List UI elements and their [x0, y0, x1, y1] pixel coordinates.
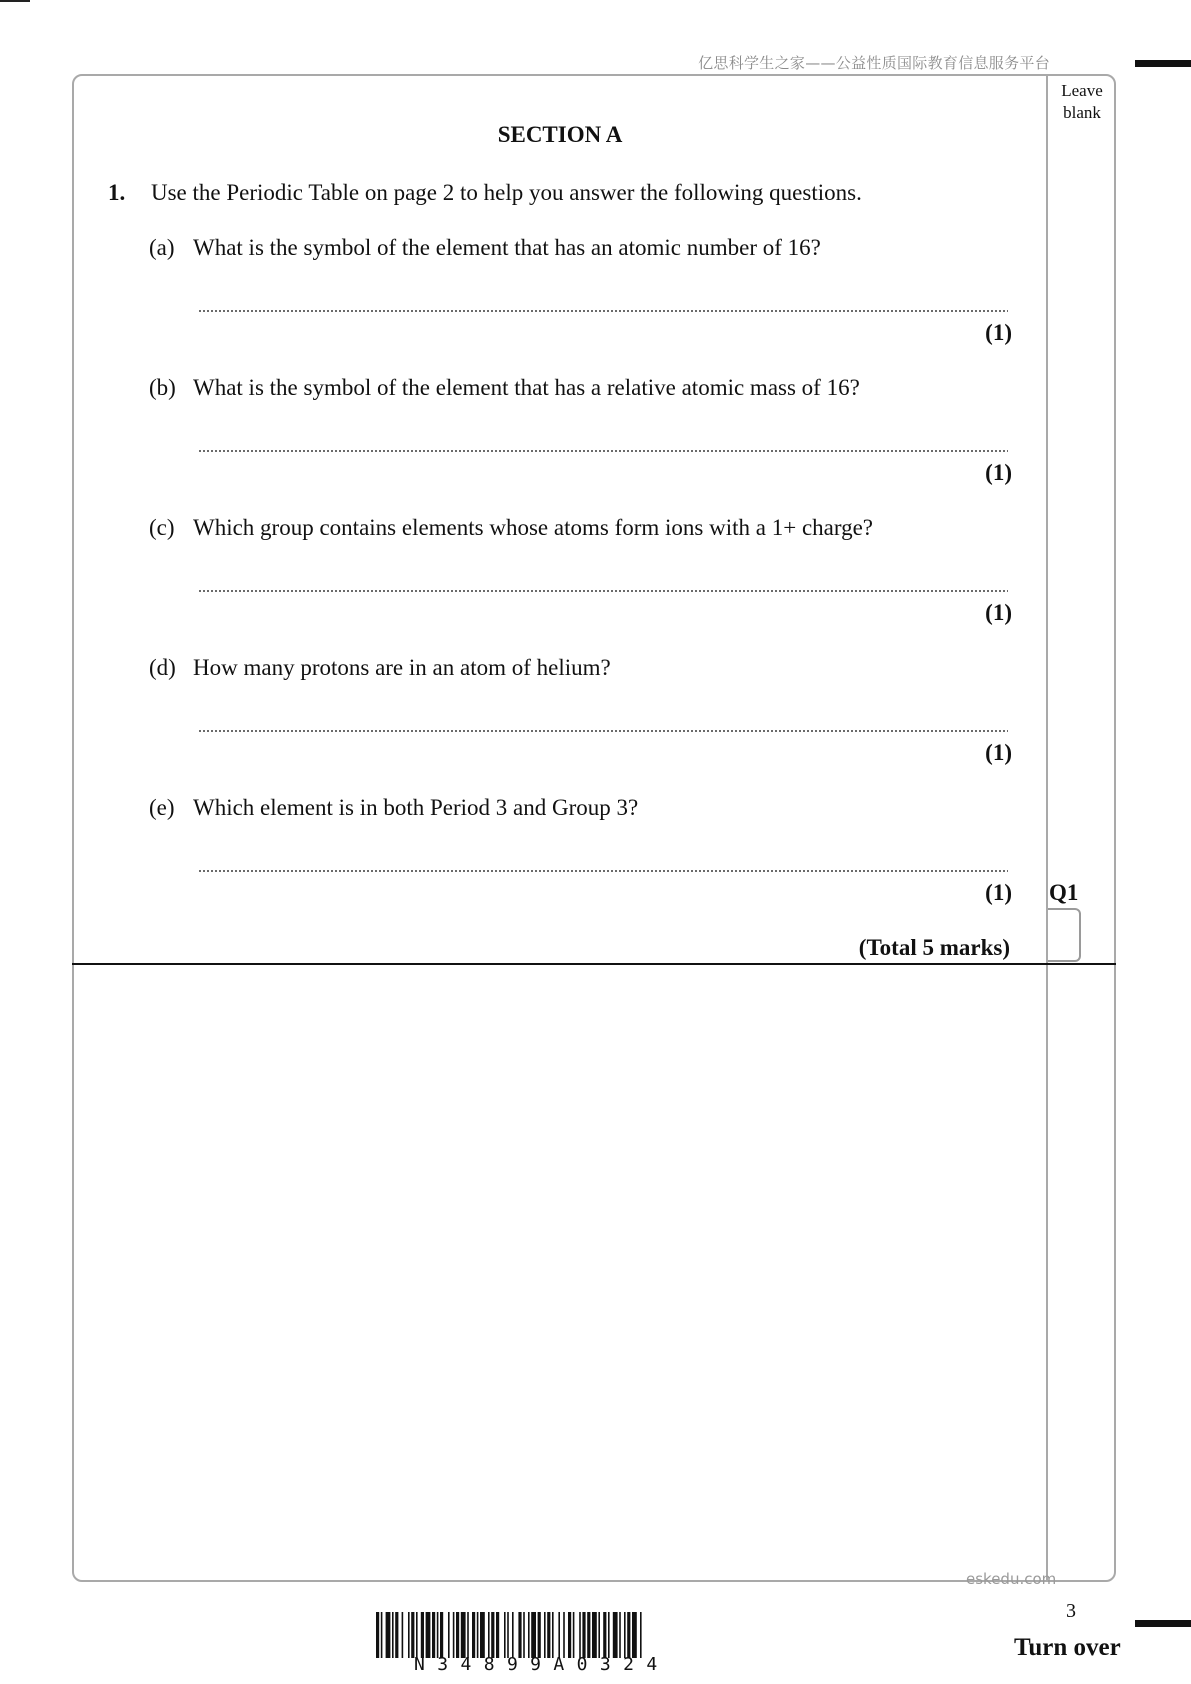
barcode-bar	[582, 1612, 585, 1658]
barcode-bar	[437, 1612, 439, 1658]
barcode-bar	[432, 1612, 435, 1658]
section-end-rule	[72, 963, 1116, 965]
page-number: 3	[1066, 1600, 1076, 1622]
mark-e: (1)	[985, 880, 1012, 905]
barcode-bar	[613, 1612, 618, 1658]
answer-line-b[interactable]	[198, 450, 1008, 452]
answer-line-a[interactable]	[198, 310, 1008, 312]
barcode-bar	[640, 1612, 642, 1658]
site-watermark: eskedu.com	[966, 1570, 1057, 1588]
barcode-bar	[573, 1612, 575, 1658]
question-intro: Use the Periodic Table on page 2 to help you answer the following questions.	[151, 180, 862, 205]
barcode-bar	[608, 1612, 610, 1658]
barcode-bar	[426, 1612, 431, 1658]
barcode-bar	[563, 1612, 565, 1658]
barcode-bar	[598, 1612, 600, 1658]
question-number: 1.	[108, 180, 126, 205]
barcode-bar	[507, 1612, 509, 1658]
part-label-d: (d)	[149, 655, 176, 680]
barcode-bar	[504, 1612, 506, 1658]
barcode-bar	[480, 1612, 485, 1658]
barcode-bar	[376, 1612, 379, 1658]
part-label-b: (b)	[149, 375, 176, 400]
barcode-bar	[579, 1612, 581, 1658]
part-text-e: Which element is in both Period 3 and Group 3?	[193, 795, 639, 820]
barcode-bar	[461, 1612, 466, 1658]
leave-blank-label	[1050, 80, 1114, 124]
barcode-bar	[381, 1612, 383, 1658]
barcode-bar	[411, 1612, 414, 1658]
barcode-bar	[523, 1612, 525, 1658]
barcode-bar	[619, 1612, 621, 1658]
barcode-bar	[531, 1612, 536, 1658]
barcode-bar	[477, 1612, 479, 1658]
leave-blank-line1: Leave	[1061, 81, 1103, 100]
mark-c: (1)	[985, 600, 1012, 625]
registration-mark-bottom	[1135, 1620, 1191, 1627]
total-marks: (Total 5 marks)	[858, 935, 1010, 960]
mark-d: (1)	[985, 740, 1012, 765]
mark-a: (1)	[985, 320, 1012, 345]
barcode-bar	[632, 1612, 637, 1658]
barcode-bar	[558, 1612, 560, 1658]
barcode-bar	[624, 1612, 626, 1658]
barcode-bar	[491, 1612, 494, 1658]
barcode	[376, 1612, 810, 1658]
barcode-bar	[386, 1612, 391, 1658]
barcode-bar	[538, 1612, 541, 1658]
part-label-e: (e)	[149, 795, 175, 820]
page-frame	[72, 74, 1116, 1582]
corner-mark	[0, 0, 30, 2]
barcode-bar	[603, 1612, 606, 1658]
barcode-text: N34899A0324	[414, 1654, 670, 1675]
mark-b: (1)	[985, 460, 1012, 485]
barcode-bar	[402, 1612, 404, 1658]
answer-line-c[interactable]	[198, 590, 1008, 592]
barcode-bar	[421, 1612, 424, 1658]
barcode-bar	[552, 1612, 554, 1658]
part-text-b: What is the symbol of the element that has a relative atomic mass of 16?	[193, 375, 860, 400]
barcode-bar	[448, 1612, 450, 1658]
barcode-bar	[592, 1612, 597, 1658]
part-text-a: What is the symbol of the element that has an atomic number of 16?	[193, 235, 821, 260]
barcode-bar	[518, 1612, 521, 1658]
barcode-bar	[440, 1612, 443, 1658]
answer-line-e[interactable]	[198, 870, 1008, 872]
q1-score-box[interactable]	[1048, 908, 1081, 962]
section-title: SECTION A	[497, 122, 623, 147]
barcode-bar	[496, 1612, 499, 1658]
watermark: 亿思科学生之家——公益性质国际教育信息服务平台	[698, 54, 1050, 72]
leave-blank-line2: blank	[1063, 103, 1101, 122]
barcode-bar	[408, 1612, 410, 1658]
part-label-c: (c)	[149, 515, 175, 540]
barcode-bar	[528, 1612, 530, 1658]
barcode-bar	[627, 1612, 630, 1658]
barcode-bar	[488, 1612, 490, 1658]
barcode-bar	[453, 1612, 455, 1658]
barcode-bar	[416, 1612, 418, 1658]
answer-line-d[interactable]	[198, 730, 1008, 732]
barcode-bar	[568, 1612, 571, 1658]
part-text-c: Which group contains elements whose atoms form ions with a 1+ charge?	[193, 515, 874, 540]
barcode-bar	[467, 1612, 469, 1658]
barcode-bar	[392, 1612, 394, 1658]
barcode-bar	[395, 1612, 398, 1658]
barcode-bar	[512, 1612, 514, 1658]
part-label-a: (a)	[149, 235, 175, 260]
barcode-bar	[547, 1612, 550, 1658]
part-text-d: How many protons are in an atom of helium?	[193, 655, 611, 680]
barcode-bar	[456, 1612, 459, 1658]
barcode-bar	[587, 1612, 590, 1658]
registration-mark-top	[1135, 60, 1191, 67]
barcode-bar	[472, 1612, 475, 1658]
q1-label: Q1	[1049, 880, 1079, 905]
turn-over-label: Turn over	[1014, 1634, 1121, 1661]
margin-divider	[1046, 75, 1048, 1581]
barcode-bar	[544, 1612, 546, 1658]
